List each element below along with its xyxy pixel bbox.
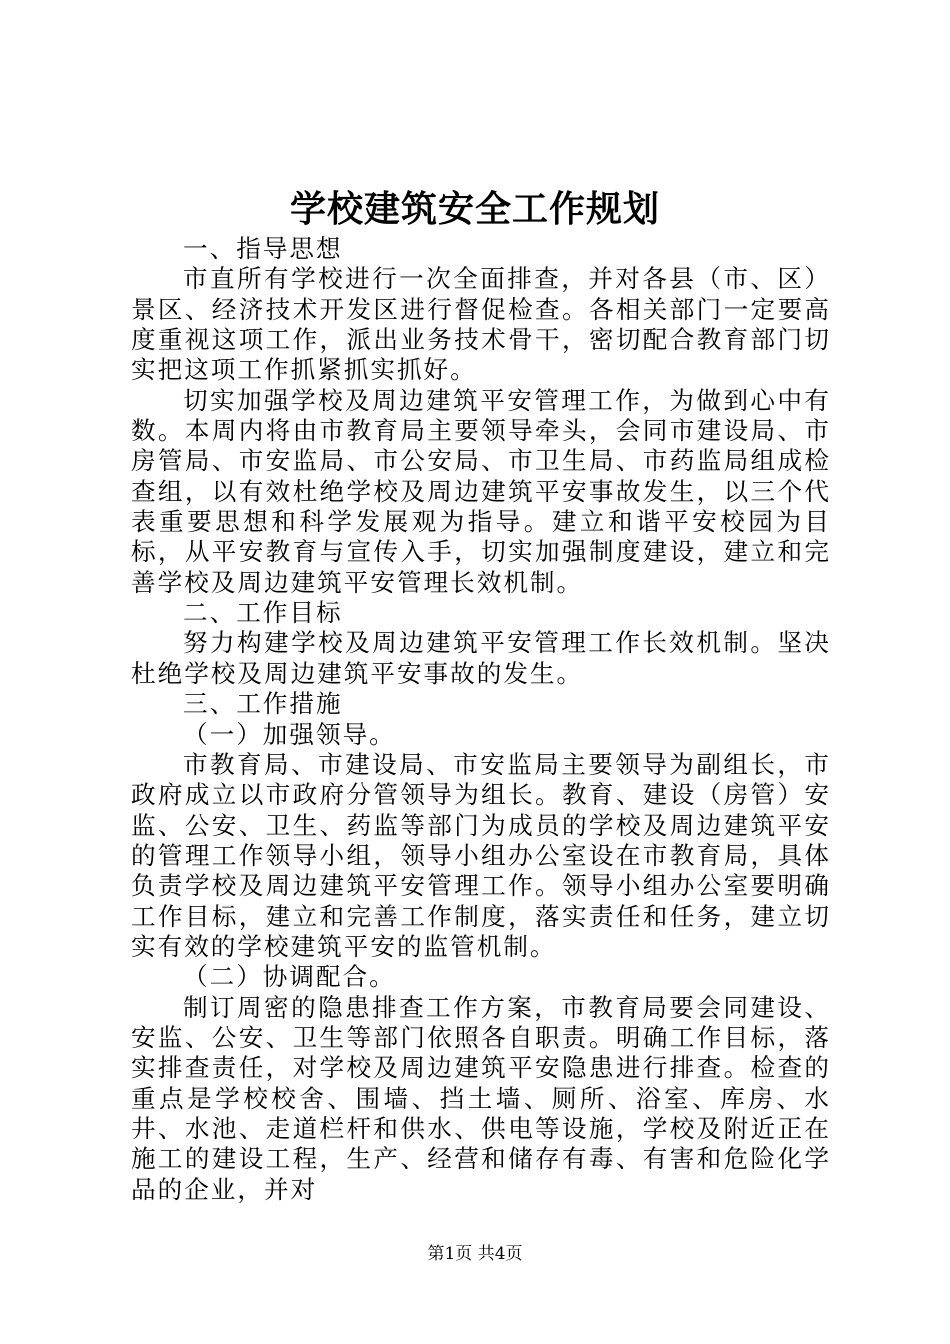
body-paragraph: 努力构建学校及周边建筑平安管理工作长效机制。坚决杜绝学校及周边建筑平安事故的发生。 — [131, 628, 831, 688]
subsection-heading: （一）加强领导。 — [183, 719, 396, 749]
body-paragraph: 制订周密的隐患排查工作方案，市教育局要会同建设、安监、公安、卫生等部门依照各自职责。明确工作目标，落实排查责任，对学校及周边建筑平安隐患进行排查。检查的重点是学校校舍、围墙、挡土墙、厕所、浴室、库房、水井、水池、走道栏杆和供水、供电等设施，学校及附近正在施工的建设工程，生产、经营和储存有毒、有害和危险化学品的企业，并对 — [131, 992, 831, 1204]
body-paragraph: 市直所有学校进行一次全面排查，并对各县（市、区）景区、经济技术开发区进行督促检查。各相关部门一定要高度重视这项工作，派出业务技术骨干，密切配合教育部门切实把这项工作抓紧抓实抓好。 — [131, 264, 831, 385]
section-heading: 二、工作目标 — [183, 598, 343, 628]
body-paragraph: 市教育局、市建设局、市安监局主要领导为副组长，市政府成立以市政府分管领导为组长。教育、建设（房管）安监、公安、卫生、药监等部门为成员的学校及周边建筑平安的管理工作领导小组，领导小组办公室设在市教育局，具体负责学校及周边建筑平安管理工作。领导小组办公室要明确工作目标，建立和完善工作制度，落实责任和任务，建立切实有效的学校建筑平安的监管机制。 — [131, 749, 831, 961]
section-heading: 三、工作措施 — [183, 689, 343, 719]
subsection-heading: （二）协调配合。 — [183, 962, 396, 992]
document-title: 学校建筑安全工作规划 — [289, 188, 660, 230]
body-paragraph: 切实加强学校及周边建筑平安管理工作，为做到心中有数。本周内将由市教育局主要领导牵头，会同市建设局、市房管局、市安监局、市公安局、市卫生局、市药监局组成检查组，以有效杜绝学校及周边建筑平安事故发生，以三个代表重要思想和科学发展观为指导。建立和谐平安校园为目标，从平安教育与宣传入手，切实加强制度建设，建立和完善学校及周边建筑平安管理长效机制。 — [131, 385, 831, 597]
section-heading: 一、指导思想 — [183, 234, 343, 263]
document-body — [131, 234, 831, 1205]
page-footer: 第1页 共4页 — [427, 1244, 523, 1264]
